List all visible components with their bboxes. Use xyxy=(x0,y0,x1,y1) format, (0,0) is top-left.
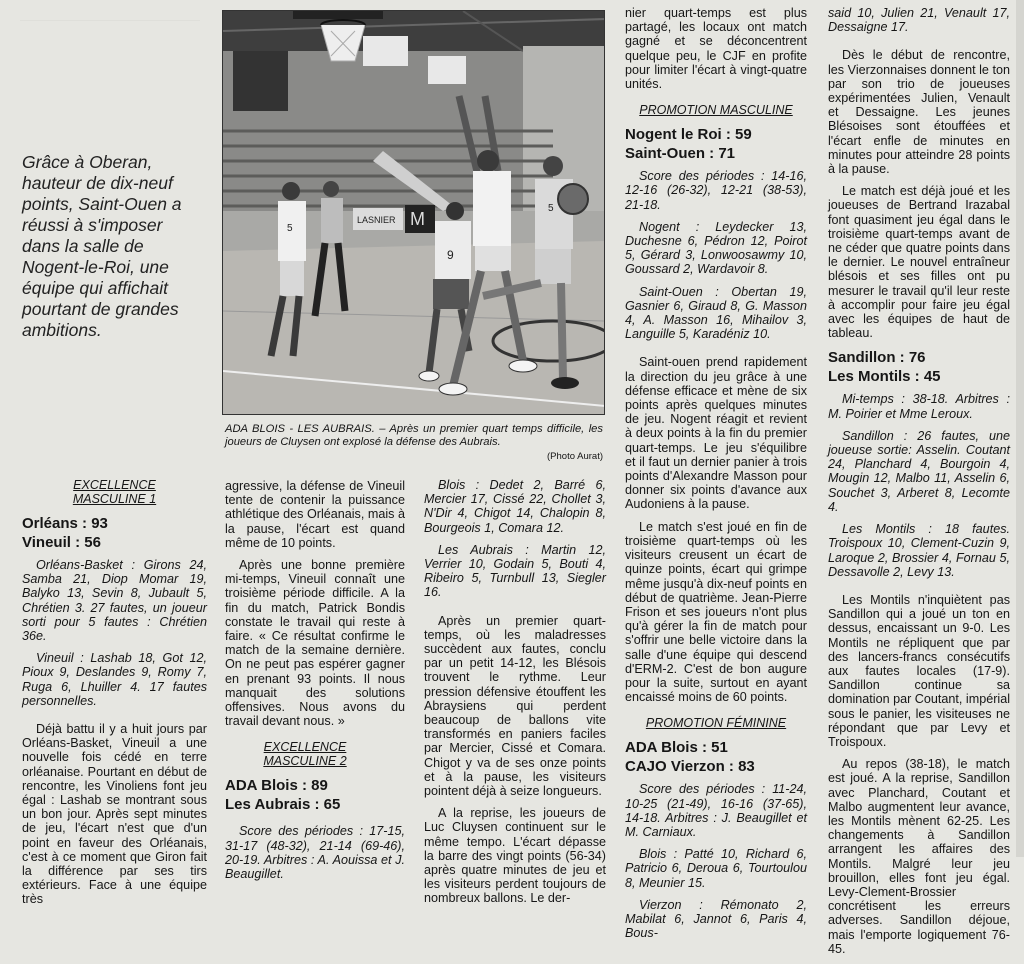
player-stats: Blois : Patté 10, Richard 6, Patricio 6, Deroua 6, Tourtoulou 8, Meunier 15. xyxy=(625,847,807,890)
team-score: Nogent le Roi : 59 xyxy=(625,126,752,144)
photo-credit: (Photo Aurat) xyxy=(547,451,603,462)
article-paragraph: Dès le début de rencontre, les Vierzonnaises donnent le ton par son trio de joueuses expérimentées Julien, Venault et Dessaigne. Les jeunes Blésoises sont étouffées et l'écart enfle de minutes en minutes pour atteindre 28 points à la pause. xyxy=(828,48,1010,177)
player-stats: said 10, Julien 21, Venault 17, Dessaigne 17. xyxy=(828,6,1010,35)
team-score: ADA Blois : 51 xyxy=(625,739,728,757)
player-stats: Sandillon : 26 fautes, une joueuse sortie: Asselin. Coutant 24, Planchard 4, Bourgoin 4, Mougin 12, Malbo 11, Asselin 6, Souchet 3, Arberet 8, Lecomte 4. xyxy=(828,428,1010,514)
player-stats: Orléans-Basket : Girons 24, Samba 21, Diop Momar 19, Balyko 13, Sevin 8, Jubault 5, Chrétien 3. 27 fautes, un joueur sorti pour 5 fautes : Chrétien 36e. xyxy=(22,558,207,644)
section-heading: PROMOTION MASCULINE xyxy=(639,103,793,118)
article-paragraph: Après une bonne première mi-temps, Vineuil connaît une troisième période difficile. A la fin du match, Patrick Bondis constate le travail qui reste à faire. « Ce résultat confirme le match de la semaine dernière. On ne peut pas espérer gagner en prenant 93 points. Il nous manquait des solutions offensives. Nous avons du travail devant nous. » xyxy=(225,558,405,729)
player-stats: Nogent : Leydecker 13, Duchesne 6, Pédron 12, Poirot 5, Gérard 3, Lonwoosawmy 10, Goussard 2, Wardavoir 8. xyxy=(625,219,807,277)
article-paragraph: Au repos (38-18), le match est joué. A la reprise, Sandillon avec Planchard, Coutant et Malbo augmentent leur avance, les Montils mènent 62-25. Les changements à Sandillon arrangent les affaires des Montils. Malgré leur jeu brouillon, elles font jeu égal. Levy-Clement-Brossier concrétisent les erreurs adverses. Sandillon déjoue, mais l'emporte logiquement 76-45. xyxy=(828,757,1010,956)
score-block xyxy=(22,514,207,552)
page-edge xyxy=(1016,0,1024,857)
team-score: Les Montils : 45 xyxy=(828,368,941,386)
article-paragraph: Déjà battu il y a huit jours par Orléans-Basket, Vineuil a une nouvelle fois cédé en terre orléanaise. Pourtant en début de rencontre, les Vinoliens font jeu égal : Lashab se montrant sous un bon jour. Après sept minutes de jeu, l'écart n'est que d'un point en faveur des Orléanais, c'est à ce moment que Giron fait la différence par ses tirs extérieurs. Face à une équipe très xyxy=(22,722,207,907)
score-block xyxy=(625,125,807,163)
team-score: Les Aubrais : 65 xyxy=(225,796,341,814)
player-stats: Saint-Ouen : Obertan 19, Gasnier 6, Giraud 8, G. Masson 4, A. Masson 16, Mihailov 3, Languille 5, Karadéniz 10. xyxy=(625,284,807,342)
team-score: Orléans : 93 xyxy=(22,515,108,532)
jersey-number: 5 xyxy=(287,223,293,234)
section-heading: EXCELLENCE MASCULINE 2 xyxy=(263,740,347,769)
period-scores: Mi-temps : 38-18. Arbitres : M. Poirier et Mme Leroux. xyxy=(828,392,1010,421)
jersey-number: 9 xyxy=(447,248,454,262)
score-block xyxy=(828,348,1010,386)
article-paragraph: Le match est déjà joué et les joueuses de Bertrand Irazabal font quasiment jeu égal dans le troisième quart-temps avant de ne céder que quatre points dans le dernier. Le nouvel entraîneur blésois et ses filles ont pu mesurer le travail qu'il leur reste à accomplir pour faire jeu égal avec les équipes de haut de tableau. xyxy=(828,184,1010,341)
article-paragraph: A la reprise, les joueurs de Luc Cluysen continuent sur le même tempo. L'écart dépasse la barre des vingt points (56-34) après quatre minutes de jeu et les visiteurs perdent toujours de nombreux ballons. Le der- xyxy=(424,806,606,906)
team-score: Saint-Ouen : 71 xyxy=(625,145,736,163)
team-score: CAJO Vierzon : 83 xyxy=(625,758,755,776)
score-block xyxy=(225,776,405,814)
intro-blurb: Grâce à Oberan, hauteur de dix-neuf points, Saint-Ouen a réussi à s'imposer dans la salle de Nogent-le-Roi, une équipe qui affichait pourtant de grandes ambitions. xyxy=(22,152,182,340)
column-3 xyxy=(424,478,606,914)
article-paragraph: Après un premier quart-temps, où les maladresses succèdent aux fautes, conclu par un petit 14-12, les Blésois trouvent le rythme. Leur pression défensive étouffent les Abraysiens qui perdent beaucoup de ballons vite transformés en paniers faciles par Mercier, Cissé et Comara. Chigot y va de ses onze points et à la pause, les visiteurs pointent déjà à seize longueurs. xyxy=(424,613,606,799)
team-score: Sandillon : 76 xyxy=(828,349,926,367)
jersey-number: 5 xyxy=(548,203,554,214)
section-heading: EXCELLENCE MASCULINE 1 xyxy=(72,478,157,506)
team-score: Vineuil : 56 xyxy=(22,534,101,551)
bleed-through-text xyxy=(20,20,200,121)
article-paragraph: Saint-ouen prend rapidement la direction du jeu grâce à une défense efficace et mène de six points après quelques minutes de jeu. Nogent réagit et revient à deux points à la fin du premier quart-temps. Le jeu s'équilibre et il faut un dernier panier à trois points d'Alexandre Masson pour donner six points d'avance aux Audoniens à la pause. xyxy=(625,355,807,512)
player-stats: Blois : Dedet 2, Barré 6, Mercier 17, Cissé 22, Chollet 3, N'Dir 4, Chigot 14, Chalopin 8, Bourgeois 1, Comara 12. xyxy=(424,478,606,535)
column-4 xyxy=(625,6,807,948)
period-scores: Score des périodes : 11-24, 10-25 (21-49), 16-16 (37-65), 14-18. Arbitres : J. Beaugillet et M. Carniaux. xyxy=(625,782,807,839)
period-scores: Score des périodes : 17-15, 31-17 (48-32), 21-14 (69-46), 20-19. Arbitres : A. Aouissa et J. Beaugillet. xyxy=(225,824,405,882)
column-1 xyxy=(22,478,207,915)
player-stats: Vierzon : Rémonato 2, Mabilat 6, Jannot 6, Paris 4, Bous- xyxy=(625,897,807,941)
photo-caption xyxy=(225,423,603,463)
period-scores: Score des périodes : 14-16, 12-16 (26-32), 12-21 (38-53), 21-18. xyxy=(625,169,807,212)
column-5 xyxy=(828,6,1010,964)
score-block xyxy=(625,738,807,776)
player-stats: Les Montils : 18 fautes. Troispoux 10, Clement-Cuzin 9, Laroque 2, Brossier 4, Fornau 5, Dessavolle 2, Levy 13. xyxy=(828,522,1010,579)
photo-illustration xyxy=(223,11,605,415)
article-paragraph: Le match s'est joué en fin de troisième quart-temps où les visiteurs creusent un écart de quinze points, écart qui grimpe même jusqu'à dix-neuf points en début de quatrième. Jean-Pierre Frison et ses joueurs n'ont plus qu'à gérer la fin de match pour s'offrir une belle victoire dans la salle d'une équipe qui descend d'ERM-2. C'est de bon augure pour la suite, surtout en ayant encaissé moins de 60 points. xyxy=(625,519,807,705)
column-2 xyxy=(225,479,405,889)
article-paragraph: Les Montils n'inquiètent pas Sandillon qui a joué un ton en dessus, encaissant un 9-0. Les Montils ne répliquent que par des lancers-francs consécutifs aux fautes locales (17-9). Sandillon continue sa domination par Coutant, impérial sous le panier, les visiteuses ne répondant que par Levy et Troispoux. xyxy=(828,592,1011,749)
team-score: ADA Blois : 89 xyxy=(225,777,328,795)
article-paragraph: nier quart-temps est plus partagé, les locaux ont match gagné et se déconcentrent quelque peu, le CJF en profite pour limiter l'écart à vingt-quatre unités. xyxy=(625,6,807,92)
article-paragraph: agressive, la défense de Vineuil tente de contenir la puissance athlétique des Orléanais, mais à la pause, l'écart est quand même de 10 points. xyxy=(225,479,405,550)
svg-text:M: M xyxy=(410,209,425,229)
section-heading: PROMOTION FÉMININE xyxy=(645,716,787,731)
caption-text: ADA BLOIS - LES AUBRAIS. – Après un premier quart temps difficile, les joueurs de Cluysen ont explosé la défense des Aubrais. xyxy=(225,423,603,448)
banner-text: LASNIER xyxy=(357,215,396,225)
player-stats: Les Aubrais : Martin 12, Verrier 10, Godain 5, Bouti 4, Ribeiro 5, Turnbull 13, Siegler 16. xyxy=(424,542,606,600)
basketball-photo xyxy=(222,10,605,415)
player-stats: Vineuil : Lashab 18, Got 12, Pioux 9, Deslandes 9, Romy 7, Ruga 6, Lhuiller 4. 17 fautes personnelles. xyxy=(22,651,207,708)
